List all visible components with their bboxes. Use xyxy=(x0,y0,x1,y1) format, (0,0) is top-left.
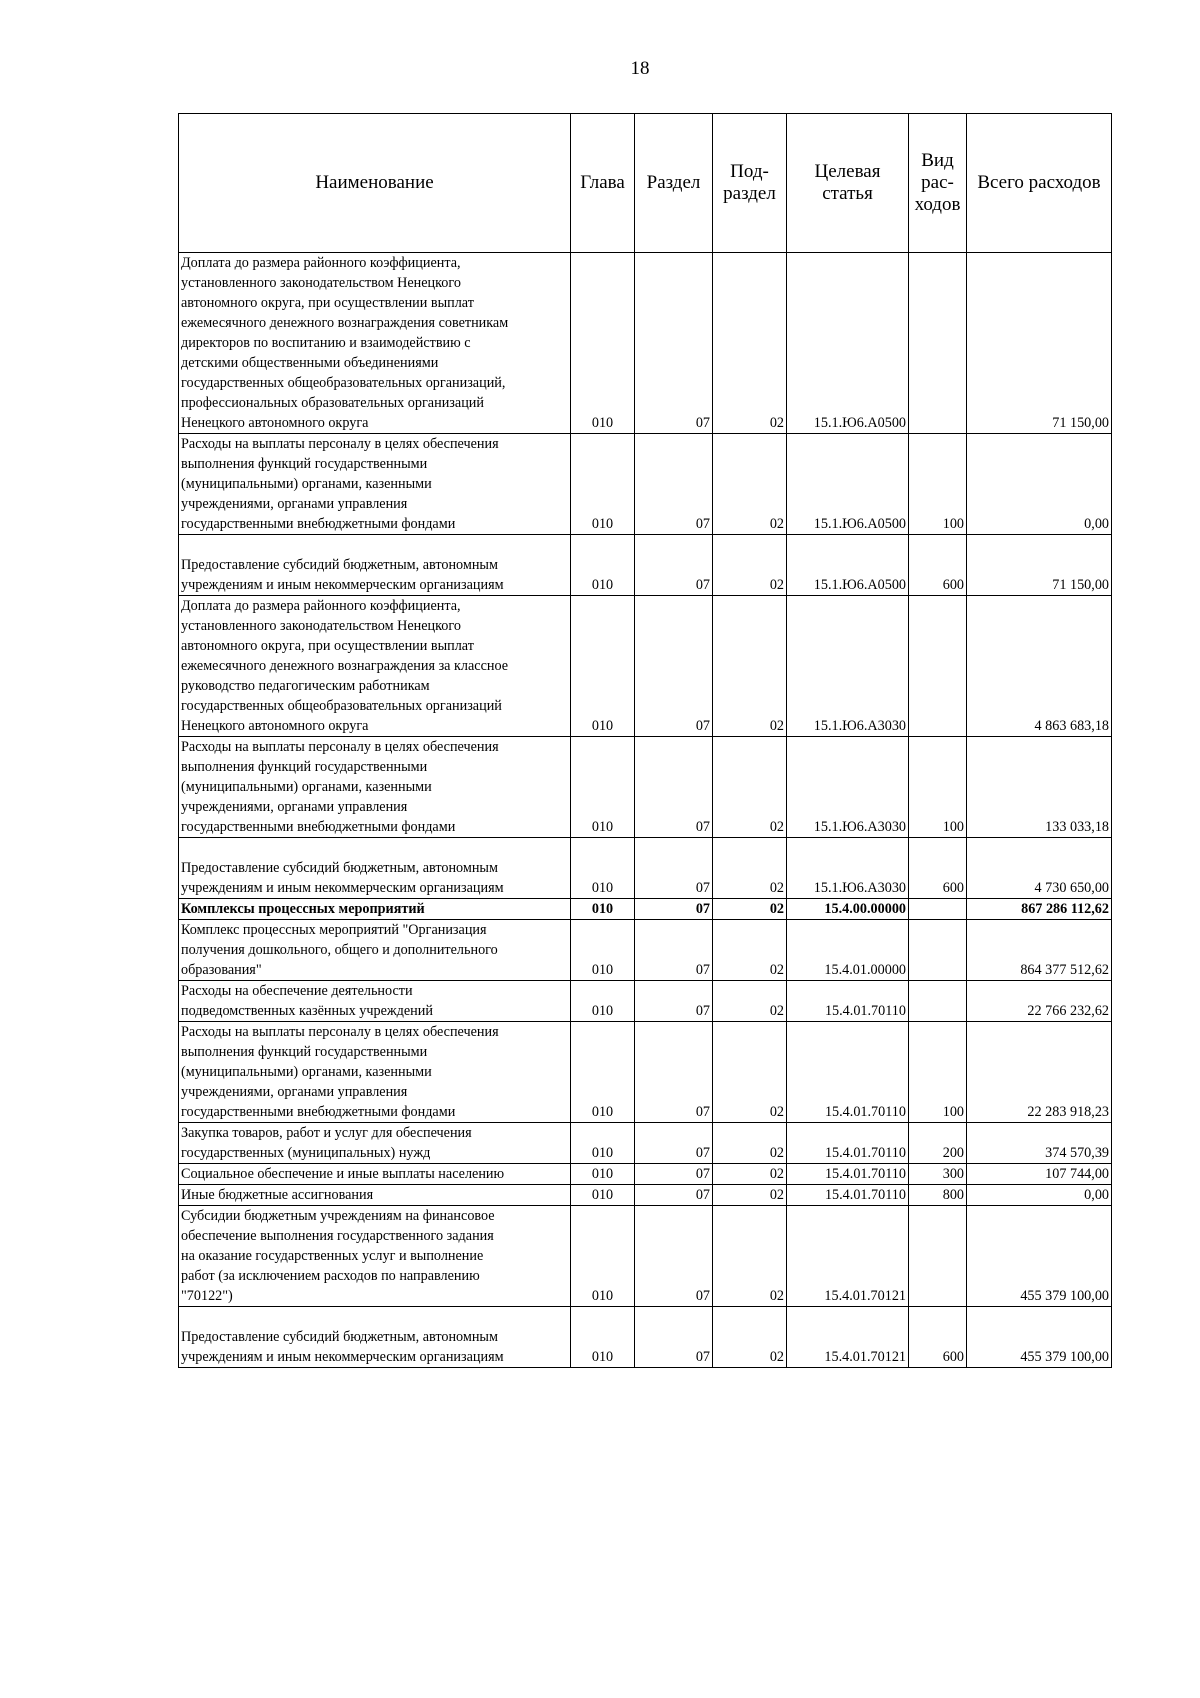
table-row xyxy=(179,596,1112,737)
row-name: Иные бюджетные ассигнования xyxy=(179,1185,571,1206)
table-row xyxy=(179,1123,1112,1164)
table-row xyxy=(179,981,1112,1022)
row-vid-raskhodov xyxy=(909,253,967,434)
row-total: 22 283 918,23 xyxy=(967,1022,1112,1123)
row-vid-raskhodov: 800 xyxy=(909,1185,967,1206)
row-name: Доплата до размера районного коэффициента, установленного законодательством Ненецкого автономного округа, при осуществлении выплат ежемесячного денежного вознаграждения за классное руководство педагогическим работникам государственных общеобразовательных организаций Ненецкого автономного округа xyxy=(179,596,571,737)
row-razdel: 07 xyxy=(635,1164,713,1185)
row-razdel: 07 xyxy=(635,920,713,981)
row-vid-raskhodov: 200 xyxy=(909,1123,967,1164)
row-name: Социальное обеспечение и иные выплаты населению xyxy=(179,1164,571,1185)
row-name: Расходы на выплаты персоналу в целях обеспечения выполнения функций государственными (муниципальными) органами, казенными учреждениями, органами управления государственными внебюджетными фондами xyxy=(179,434,571,535)
row-tselevaya-statya: 15.4.01.70110 xyxy=(787,1123,909,1164)
row-name: Предоставление субсидий бюджетным, автономным учреждениям и иным некоммерческим организациям xyxy=(179,535,571,596)
row-glava: 010 xyxy=(571,1164,635,1185)
row-tselevaya-statya: 15.4.01.70110 xyxy=(787,1164,909,1185)
row-name: Закупка товаров, работ и услуг для обеспечения государственных (муниципальных) нужд xyxy=(179,1123,571,1164)
row-glava: 010 xyxy=(571,434,635,535)
row-podrazdel: 02 xyxy=(713,1206,787,1307)
row-podrazdel: 02 xyxy=(713,596,787,737)
row-razdel: 07 xyxy=(635,253,713,434)
row-total: 71 150,00 xyxy=(967,253,1112,434)
header-vid-raskhodov: Вид рас- ходов xyxy=(909,114,967,253)
row-tselevaya-statya: 15.4.01.70121 xyxy=(787,1307,909,1368)
row-glava: 010 xyxy=(571,253,635,434)
row-name: Предоставление субсидий бюджетным, автономным учреждениям и иным некоммерческим организациям xyxy=(179,1307,571,1368)
row-name: Субсидии бюджетным учреждениям на финансовое обеспечение выполнения государственного задания на оказание государственных услуг и выполнение работ (за исключением расходов по направлению "70122") xyxy=(179,1206,571,1307)
row-vid-raskhodov: 600 xyxy=(909,838,967,899)
row-name: Доплата до размера районного коэффициента, установленного законодательством Ненецкого автономного округа, при осуществлении выплат ежемесячного денежного вознаграждения советникам директоров по воспитанию и взаимодействию с детскими общественными объединениями государственных общеобразовательных организаций, профессиональных образовательных организаций Ненецкого автономного округа xyxy=(179,253,571,434)
row-glava: 010 xyxy=(571,1022,635,1123)
row-podrazdel: 02 xyxy=(713,920,787,981)
table-row xyxy=(179,899,1112,920)
row-vid-raskhodov: 100 xyxy=(909,1022,967,1123)
row-tselevaya-statya: 15.1.Ю6.А3030 xyxy=(787,737,909,838)
row-name: Расходы на обеспечение деятельности подведомственных казённых учреждений xyxy=(179,981,571,1022)
row-glava: 010 xyxy=(571,920,635,981)
row-razdel: 07 xyxy=(635,981,713,1022)
row-vid-raskhodov: 100 xyxy=(909,434,967,535)
row-total: 867 286 112,62 xyxy=(967,899,1112,920)
row-vid-raskhodov xyxy=(909,920,967,981)
row-podrazdel: 02 xyxy=(713,899,787,920)
table-row xyxy=(179,1206,1112,1307)
table-header-row xyxy=(179,114,1112,253)
row-glava: 010 xyxy=(571,596,635,737)
row-razdel: 07 xyxy=(635,535,713,596)
row-total: 455 379 100,00 xyxy=(967,1206,1112,1307)
row-podrazdel: 02 xyxy=(713,1022,787,1123)
header-tselevaya-statya: Целевая статья xyxy=(787,114,909,253)
row-total: 0,00 xyxy=(967,1185,1112,1206)
row-razdel: 07 xyxy=(635,1123,713,1164)
row-total: 133 033,18 xyxy=(967,737,1112,838)
row-podrazdel: 02 xyxy=(713,535,787,596)
row-tselevaya-statya: 15.4.00.00000 xyxy=(787,899,909,920)
row-tselevaya-statya: 15.4.01.70110 xyxy=(787,1185,909,1206)
row-vid-raskhodov xyxy=(909,1206,967,1307)
row-total: 107 744,00 xyxy=(967,1164,1112,1185)
row-total: 455 379 100,00 xyxy=(967,1307,1112,1368)
header-razdel: Раздел xyxy=(635,114,713,253)
row-vid-raskhodov xyxy=(909,596,967,737)
row-razdel: 07 xyxy=(635,838,713,899)
row-podrazdel: 02 xyxy=(713,1164,787,1185)
row-glava: 010 xyxy=(571,737,635,838)
row-tselevaya-statya: 15.4.01.70110 xyxy=(787,981,909,1022)
row-razdel: 07 xyxy=(635,1206,713,1307)
row-razdel: 07 xyxy=(635,596,713,737)
row-razdel: 07 xyxy=(635,737,713,838)
row-podrazdel: 02 xyxy=(713,1123,787,1164)
row-tselevaya-statya: 15.4.01.70110 xyxy=(787,1022,909,1123)
row-tselevaya-statya: 15.1.Ю6.А0500 xyxy=(787,535,909,596)
table-row xyxy=(179,1307,1112,1368)
row-name: Расходы на выплаты персоналу в целях обеспечения выполнения функций государственными (муниципальными) органами, казенными учреждениями, органами управления государственными внебюджетными фондами xyxy=(179,1022,571,1123)
row-glava: 010 xyxy=(571,1307,635,1368)
row-glava: 010 xyxy=(571,838,635,899)
row-total: 0,00 xyxy=(967,434,1112,535)
row-podrazdel: 02 xyxy=(713,1307,787,1368)
row-glava: 010 xyxy=(571,1206,635,1307)
row-podrazdel: 02 xyxy=(713,981,787,1022)
table-row xyxy=(179,838,1112,899)
row-total: 4 730 650,00 xyxy=(967,838,1112,899)
page-number: 18 xyxy=(630,58,650,79)
row-glava: 010 xyxy=(571,1185,635,1206)
row-total: 22 766 232,62 xyxy=(967,981,1112,1022)
row-vid-raskhodov: 300 xyxy=(909,1164,967,1185)
header-name: Наименование xyxy=(179,114,571,253)
row-vid-raskhodov: 100 xyxy=(909,737,967,838)
row-podrazdel: 02 xyxy=(713,838,787,899)
header-glava: Глава xyxy=(571,114,635,253)
row-tselevaya-statya: 15.4.01.00000 xyxy=(787,920,909,981)
row-razdel: 07 xyxy=(635,1022,713,1123)
budget-table xyxy=(178,113,1112,1368)
table-row xyxy=(179,535,1112,596)
row-tselevaya-statya: 15.1.Ю6.А3030 xyxy=(787,838,909,899)
row-podrazdel: 02 xyxy=(713,253,787,434)
row-vid-raskhodov xyxy=(909,981,967,1022)
row-name: Комплексы процессных мероприятий xyxy=(179,899,571,920)
row-tselevaya-statya: 15.1.Ю6.А0500 xyxy=(787,253,909,434)
row-total: 864 377 512,62 xyxy=(967,920,1112,981)
row-tselevaya-statya: 15.1.Ю6.А3030 xyxy=(787,596,909,737)
row-podrazdel: 02 xyxy=(713,434,787,535)
row-name: Комплекс процессных мероприятий "Организация получения дошкольного, общего и дополнительного образования" xyxy=(179,920,571,981)
row-total: 71 150,00 xyxy=(967,535,1112,596)
row-razdel: 07 xyxy=(635,434,713,535)
row-razdel: 07 xyxy=(635,899,713,920)
table-row xyxy=(179,920,1112,981)
row-vid-raskhodov: 600 xyxy=(909,1307,967,1368)
header-total: Всего расходов xyxy=(967,114,1112,253)
row-razdel: 07 xyxy=(635,1185,713,1206)
row-name: Расходы на выплаты персоналу в целях обеспечения выполнения функций государственными (муниципальными) органами, казенными учреждениями, органами управления государственными внебюджетными фондами xyxy=(179,737,571,838)
table-row xyxy=(179,1185,1112,1206)
row-total: 4 863 683,18 xyxy=(967,596,1112,737)
row-podrazdel: 02 xyxy=(713,1185,787,1206)
row-total: 374 570,39 xyxy=(967,1123,1112,1164)
table-row xyxy=(179,737,1112,838)
row-vid-raskhodov: 600 xyxy=(909,535,967,596)
table-row xyxy=(179,253,1112,434)
table-row xyxy=(179,434,1112,535)
row-tselevaya-statya: 15.1.Ю6.А0500 xyxy=(787,434,909,535)
table-row xyxy=(179,1022,1112,1123)
row-glava: 010 xyxy=(571,535,635,596)
row-podrazdel: 02 xyxy=(713,737,787,838)
row-tselevaya-statya: 15.4.01.70121 xyxy=(787,1206,909,1307)
table-row xyxy=(179,1164,1112,1185)
row-glava: 010 xyxy=(571,981,635,1022)
header-podrazdel: Под- раздел xyxy=(713,114,787,253)
row-vid-raskhodov xyxy=(909,899,967,920)
row-name: Предоставление субсидий бюджетным, автономным учреждениям и иным некоммерческим организациям xyxy=(179,838,571,899)
row-glava: 010 xyxy=(571,899,635,920)
row-glava: 010 xyxy=(571,1123,635,1164)
row-razdel: 07 xyxy=(635,1307,713,1368)
